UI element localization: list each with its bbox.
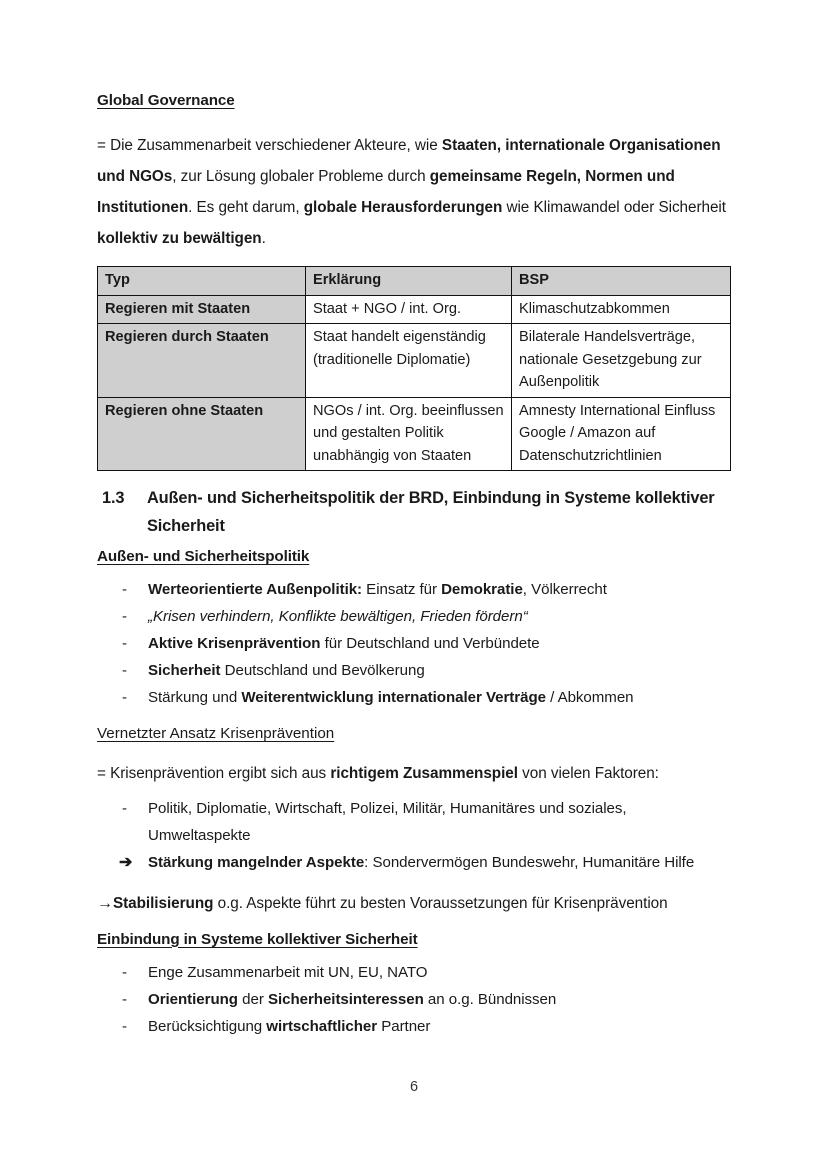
table-header-bsp: BSP: [512, 267, 731, 296]
bullet-text: : Sondervermögen Bundeswehr, Humanitäre Hilfe: [364, 853, 695, 871]
list-item: [97, 684, 733, 711]
bullet-text: , Völkerrecht: [522, 581, 607, 599]
bullet-quote: „Krisen verhindern, Konflikte bewältigen, Frieden fördern“: [148, 608, 528, 626]
list-item: [97, 603, 733, 630]
stabilisierung-bold: Stabilisierung: [112, 894, 214, 912]
bullet-bold: Aktive Krisenprävention: [148, 635, 321, 653]
table-cell-erklaerung: Staat handelt eigenständig (traditionelle Diplomatie): [306, 324, 512, 398]
intro-bold-2: gemeinsame Regeln, Normen und Institutionen: [97, 168, 675, 217]
dash-bullet-icon: -: [122, 608, 127, 626]
dash-bullet-icon: -: [122, 799, 127, 817]
subheading-aussen-sicherheitspolitik: Außen- und Sicherheitspolitik: [97, 548, 310, 566]
arrow-right-thin-icon: →: [97, 894, 113, 912]
intro-text-2: , zur Lösung globaler Probleme durch: [172, 168, 430, 186]
section-heading-1-3: [97, 484, 733, 540]
dash-bullet-icon: -: [122, 635, 127, 653]
intro-bold-4: kollektiv zu bewältigen: [97, 230, 262, 248]
table-row: [98, 295, 731, 324]
table-cell-bsp: Klimaschutzabkommen: [512, 295, 731, 324]
governance-types-table: [97, 266, 731, 471]
table-cell-erklaerung: Staat + NGO / int. Org.: [306, 295, 512, 324]
list-item: [97, 657, 733, 684]
dash-bullet-icon: -: [122, 963, 127, 981]
stabilisierung-text: o.g. Aspekte führt zu besten Voraussetzungen für Krisenprävention: [213, 894, 668, 912]
list-vernetzter-ansatz: [97, 795, 733, 876]
bullet-bold: Stärkung mangelnder Aspekte: [148, 853, 365, 871]
table-cell-bsp: Bilaterale Handelsverträge, nationale Gesetzgebung zur Außenpolitik: [512, 324, 731, 398]
bullet-bold: wirtschaftlicher: [266, 1017, 378, 1035]
stabilisierung-line: [97, 890, 733, 917]
dash-bullet-icon: -: [122, 581, 127, 599]
table-cell-typ: Regieren durch Staaten: [98, 324, 306, 398]
list-einbindung: [97, 959, 733, 1040]
table-header-erklaerung: Erklärung: [306, 267, 512, 296]
table-cell-erklaerung: NGOs / int. Org. beeinflussen und gestalten Politik unabhängig von Staaten: [306, 397, 512, 471]
bullet-text: Politik, Diplomatie, Wirtschaft, Polizei, Militär, Humanitäres und soziales, Umweltaspekte: [148, 799, 627, 844]
bullet-bold: Sicherheit: [148, 662, 221, 680]
list-item: [97, 795, 733, 849]
dash-bullet-icon: -: [122, 662, 127, 680]
vernetzt-intro-paragraph: [97, 758, 733, 789]
intro-text-5: .: [261, 230, 266, 248]
list-item: [97, 576, 733, 603]
table-row: [98, 324, 731, 398]
bullet-text: Einsatz für: [362, 581, 442, 599]
table-cell-typ: Regieren mit Staaten: [98, 295, 306, 324]
table-row: [98, 397, 731, 471]
dash-bullet-icon: -: [122, 990, 127, 1008]
table-cell-bsp: Amnesty International Einfluss Google / Amazon auf Datenschutzrichtlinien: [512, 397, 731, 471]
arrow-right-icon: ➔: [119, 853, 133, 871]
bullet-text: / Abkommen: [545, 689, 634, 707]
bullet-text: Berücksichtigung: [148, 1017, 267, 1035]
bullet-text: der: [237, 990, 268, 1008]
table-header-typ: Typ: [98, 267, 306, 296]
list-item: [97, 959, 733, 986]
bullet-text: an o.g. Bündnissen: [423, 990, 557, 1008]
table-header-row: [98, 267, 731, 296]
section-title: Außen- und Sicherheitspolitik der BRD, Einbindung in Systeme kollektiver Sicherheit: [147, 489, 715, 536]
section-number: 1.3: [102, 489, 125, 508]
bullet-bold: Werteorientierte Außenpolitik:: [148, 581, 363, 599]
dash-bullet-icon: -: [122, 1017, 127, 1035]
vernetzt-text-2: von vielen Faktoren:: [517, 764, 659, 782]
list-aussen-sicherheitspolitik: [97, 576, 733, 711]
vernetzt-bold: richtigem Zusammenspiel: [330, 764, 518, 782]
intro-text-3: . Es geht darum,: [188, 199, 304, 217]
bullet-bold: Weiterentwicklung internationaler Verträge: [241, 689, 546, 707]
bullet-bold: Demokratie: [441, 581, 523, 599]
heading-global-governance: Global Governance: [97, 92, 235, 109]
bullet-text: Deutschland und Bevölkerung: [220, 662, 425, 680]
dash-bullet-icon: -: [122, 689, 127, 707]
intro-text-1: = Die Zusammenarbeit verschiedener Akteure, wie: [97, 137, 442, 155]
subheading-vernetzter-ansatz: Vernetzter Ansatz Krisenprävention: [97, 725, 335, 743]
list-item: [97, 986, 733, 1013]
intro-bold-1: Staaten, internationale Organisationen und NGOs: [97, 137, 721, 186]
page-number: 6: [409, 1079, 419, 1095]
list-item: [97, 849, 733, 876]
list-item: [97, 1013, 733, 1040]
table-cell-typ: Regieren ohne Staaten: [98, 397, 306, 471]
bullet-text: Partner: [377, 1017, 431, 1035]
bullet-text: Stärkung und: [148, 689, 242, 707]
intro-paragraph: [97, 130, 733, 254]
bullet-text: Enge Zusammenarbeit mit UN, EU, NATO: [148, 963, 428, 981]
bullet-bold: Orientierung: [148, 990, 238, 1008]
bullet-bold: Sicherheitsinteressen: [267, 990, 424, 1008]
intro-bold-3: globale Herausforderungen: [303, 199, 503, 217]
intro-text-4: wie Klimawandel oder Sicherheit: [502, 199, 726, 217]
list-item: [97, 630, 733, 657]
subheading-einbindung-systeme: Einbindung in Systeme kollektiver Sicherheit: [97, 930, 418, 948]
bullet-text: für Deutschland und Verbündete: [320, 635, 540, 653]
vernetzt-text-1: = Krisenprävention ergibt sich aus: [97, 764, 331, 782]
